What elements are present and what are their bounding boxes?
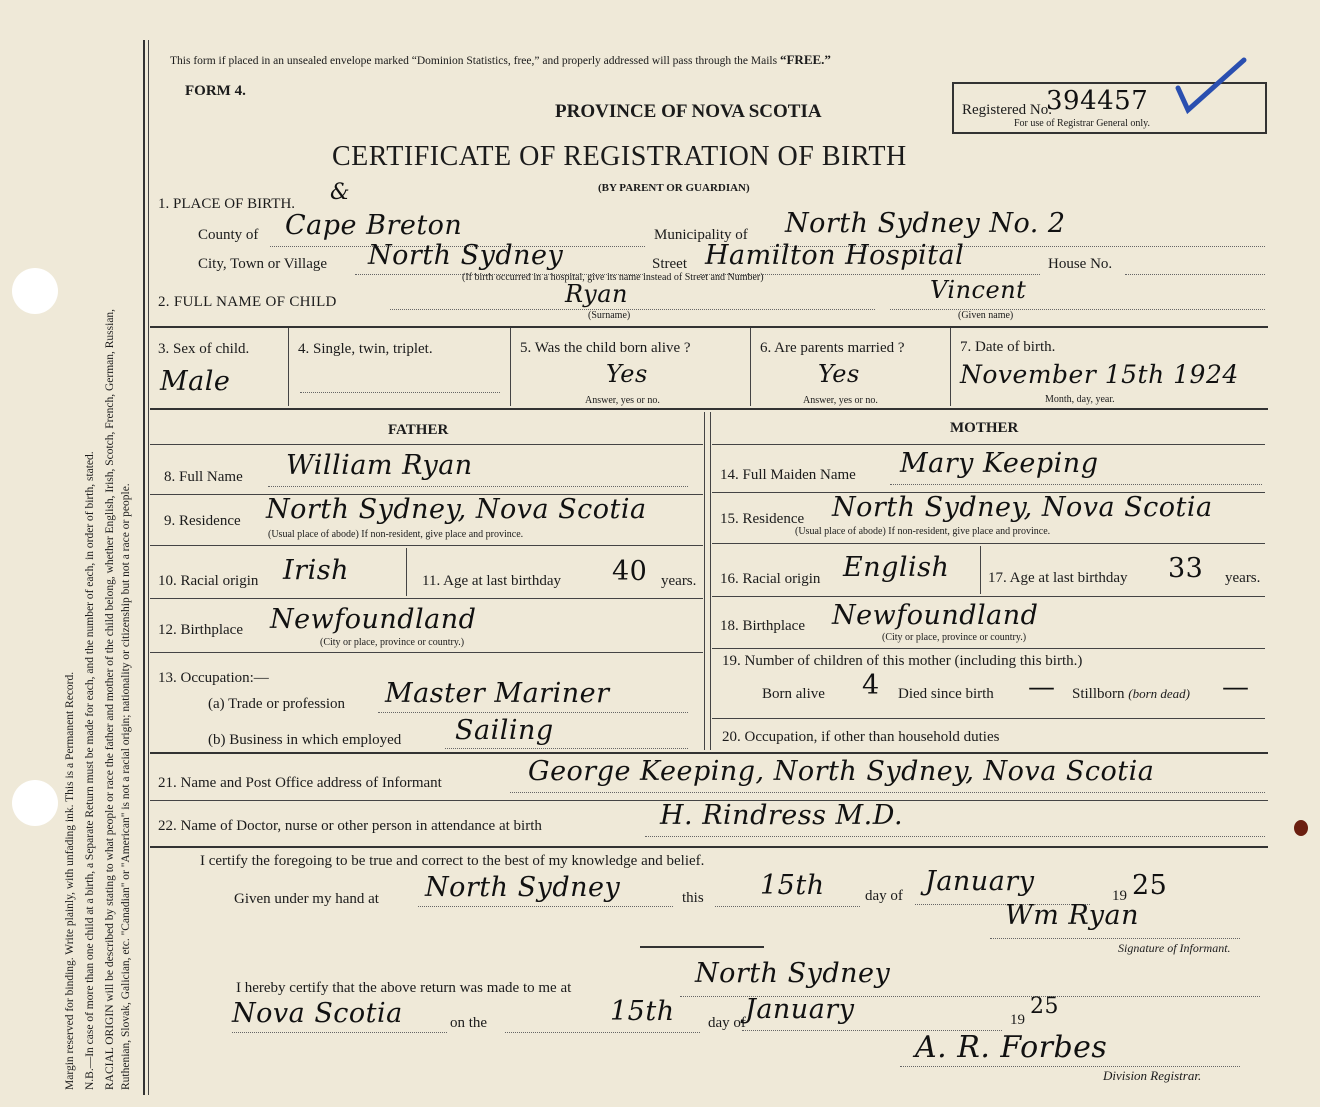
registrar-day-of: day of — [708, 1015, 746, 1031]
rule-3 — [150, 752, 1268, 754]
col-div-2 — [510, 328, 511, 406]
registrar-day: 15th — [610, 996, 675, 1027]
father-heading: FATHER — [388, 422, 449, 438]
father-business-label: (b) Business in which employed — [208, 732, 402, 748]
single-label: 4. Single, twin, triplet. — [298, 341, 433, 357]
registrar-year-prefix: 19 — [1010, 1012, 1025, 1028]
rule-5 — [150, 846, 1268, 848]
col-div-3 — [750, 328, 751, 406]
ink-stain — [1294, 820, 1308, 836]
col-div-4 — [950, 328, 951, 406]
house-label: House No. — [1048, 256, 1113, 272]
married-label: 6. Are parents married ? — [760, 340, 905, 356]
municipality-label: Municipality of — [654, 227, 748, 243]
mother-age-label: 17. Age at last birthday — [988, 570, 1128, 586]
city-label: City, Town or Village — [198, 256, 328, 272]
separator-rule — [640, 946, 764, 948]
dob-label: 7. Date of birth. — [960, 339, 1056, 355]
year-prefix: 19 — [1112, 888, 1127, 904]
given-place-line — [418, 906, 673, 907]
father-race-value: Irish — [283, 555, 349, 586]
stillborn-note: (born dead) — [1128, 686, 1191, 701]
certify-statement: I certify the foregoing to be true and correct to the best of my knowledge and belief. — [200, 853, 705, 869]
this-label: this — [682, 890, 704, 906]
certificate-title: CERTIFICATE OF REGISTRATION OF BIRTH — [332, 141, 907, 172]
registrar-province-line — [232, 1032, 447, 1033]
mother-race-label: 16. Racial origin — [720, 571, 821, 587]
informant-line — [510, 792, 1265, 793]
mother-birthplace-value: Newfoundland — [832, 600, 1039, 631]
single-line — [300, 392, 500, 393]
father-birthplace-value: Newfoundland — [270, 604, 477, 635]
mother-years: years. — [1225, 570, 1261, 586]
county-label: County of — [198, 227, 259, 243]
mother-name-line — [890, 484, 1262, 485]
municipality-value: North Sydney No. 2 — [785, 208, 1066, 239]
father-name-value: William Ryan — [286, 450, 473, 481]
died-label: Died since birth — [898, 686, 994, 702]
father-head-rule — [150, 444, 703, 445]
stillborn-label — [1072, 686, 1190, 703]
doctor-value: H. Rindress M.D. — [660, 800, 904, 831]
mother-occupation-label: 20. Occupation, if other than household duties — [722, 729, 1000, 745]
sex-label: 3. Sex of child. — [158, 341, 250, 357]
punch-hole-top — [12, 268, 58, 314]
sex-value: Male — [160, 366, 231, 397]
registered-number: 394457 — [1046, 86, 1149, 116]
alive-label: 5. Was the child born alive ? — [520, 340, 691, 356]
given-place: North Sydney — [425, 872, 621, 903]
registrar-year: 25 — [1030, 994, 1059, 1019]
mother-name-value: Mary Keeping — [900, 448, 1099, 479]
doctor-line — [645, 836, 1265, 837]
alive-value: Yes — [606, 360, 648, 388]
doctor-label: 22. Name of Doctor, nurse or other person in attendance at birth — [158, 818, 542, 834]
father-name-line — [268, 486, 688, 487]
father-years: years. — [661, 573, 697, 589]
place-mark: & — [330, 180, 351, 205]
father-residence-caption: (Usual place of abode) If non-resident, give place and province. — [268, 529, 524, 540]
mother-rule-3 — [712, 596, 1265, 597]
father-residence-value: North Sydney, Nova Scotia — [266, 494, 647, 525]
col-div-1 — [288, 328, 289, 406]
child-name-label: 2. FULL NAME OF CHILD — [158, 294, 337, 310]
margin-rule-inner — [148, 40, 149, 1095]
father-rule-2 — [150, 545, 703, 546]
registrar-caption: Division Registrar. — [1103, 1068, 1202, 1083]
father-rule-3 — [150, 598, 703, 599]
father-birthplace-caption: (City or place, province or country.) — [320, 637, 465, 648]
father-race-label: 10. Racial origin — [158, 573, 259, 589]
given-day-line — [715, 906, 860, 907]
mother-head-rule — [712, 444, 1265, 445]
street-value: Hamilton Hospital — [705, 240, 965, 271]
dob-caption: Month, day, year. — [1045, 394, 1115, 405]
registrar-month: January — [745, 994, 855, 1025]
father-birthplace-label: 12. Birthplace — [158, 622, 243, 638]
father-business-line — [445, 748, 688, 749]
given-label: Given under my hand at — [234, 891, 379, 907]
mother-age-value: 33 — [1168, 553, 1204, 584]
registrar-on-the: on the — [450, 1015, 488, 1031]
child-surname: Ryan — [565, 280, 628, 308]
stillborn-value: — — [1222, 672, 1250, 703]
punch-hole-bottom — [12, 780, 58, 826]
mother-residence-label: 15. Residence — [720, 511, 805, 527]
born-alive-label: Born alive — [762, 686, 825, 702]
father-residence-label: 9. Residence — [164, 513, 241, 529]
parents-divider-2 — [710, 412, 711, 750]
mother-residence-caption: (Usual place of abode) If non-resident, give place and province. — [795, 526, 1051, 537]
father-name-label: 8. Full Name — [164, 469, 243, 485]
registrar-day-line — [505, 1032, 700, 1033]
margin-note-2: N.B.—In case of more than one child at a birth, a Separate Return must be made for each, and the number of each, in order of birth, stated. — [84, 451, 96, 1090]
father-age-label: 11. Age at last birthday — [422, 573, 561, 589]
registrar-province: Nova Scotia — [232, 998, 403, 1029]
father-trade-label: (a) Trade or profession — [208, 696, 346, 712]
parents-divider — [704, 412, 705, 750]
given-month: January — [925, 866, 1035, 897]
mother-heading: MOTHER — [950, 420, 1019, 436]
father-race-divider — [406, 548, 407, 596]
margin-note-1: Margin reserved for binding. Write plainly, with unfading ink. This is a Permanent Record. — [64, 671, 76, 1090]
child-given-name: Vincent — [930, 276, 1027, 304]
registrar-statement: I hereby certify that the above return was made to me at — [236, 980, 572, 996]
street-label: Street — [652, 256, 687, 272]
margin-note-4: Ruthenian, Slovak, Galician, etc. "Canadian" or "American" is not a racial origin; nationality or citizenship but not a race or people. — [120, 483, 132, 1090]
place-of-birth-label: 1. PLACE OF BIRTH. — [158, 196, 296, 212]
day-of-label: day of — [865, 888, 903, 904]
registrar-signature: A. R. Forbes — [915, 1030, 1108, 1065]
given-caption: (Given name) — [958, 310, 1014, 321]
married-value: Yes — [818, 360, 860, 388]
certificate-subtitle: (BY PARENT OR GUARDIAN) — [598, 182, 750, 194]
signature-caption: Signature of Informant. — [1118, 941, 1231, 955]
born-alive-value: 4 — [862, 670, 880, 701]
check-mark-icon — [1172, 52, 1252, 118]
mail-notice: This form if placed in an unsealed envelope marked “Dominion Statistics, free,” and properly addressed will pass through the Mails “FREE.” — [170, 52, 831, 67]
province-heading: PROVINCE OF NOVA SCOTIA — [555, 101, 822, 122]
father-rule-4 — [150, 652, 703, 653]
mother-rule-5 — [712, 718, 1265, 719]
registered-label: Registered No. — [962, 102, 1052, 118]
city-value: North Sydney — [368, 240, 564, 271]
given-line — [890, 309, 1265, 310]
surname-line — [390, 309, 875, 310]
margin-rule — [143, 40, 145, 1095]
mother-rule-2 — [712, 543, 1265, 544]
father-age-value: 40 — [612, 556, 648, 587]
dob-value: November 15th 1924 — [960, 360, 1239, 389]
father-trade-value: Master Mariner — [385, 678, 610, 709]
rule-1 — [150, 326, 1268, 328]
mother-residence-value: North Sydney, Nova Scotia — [832, 492, 1213, 523]
signature-line — [990, 938, 1240, 939]
margin-note-3: RACIAL ORIGIN will be described by stating to what people or race the father and mother of the child belong, whether English, Irish, Scotch, French, German, Russian, — [104, 308, 116, 1090]
registrar-note: For use of Registrar General only. — [1014, 118, 1150, 129]
informant-signature: Wm Ryan — [1005, 900, 1140, 931]
informant-label: 21. Name and Post Office address of Informant — [158, 775, 442, 791]
rule-2 — [150, 408, 1268, 410]
father-business-value: Sailing — [455, 715, 554, 746]
hospital-note: (If birth occurred in a hospital, give its name instead of Street and Number) — [462, 272, 764, 283]
married-caption: Answer, yes or no. — [803, 395, 878, 406]
mother-children-label: 19. Number of children of this mother (including this birth.) — [722, 653, 1083, 669]
father-trade-line — [378, 712, 688, 713]
mother-birthplace-label: 18. Birthplace — [720, 618, 805, 634]
registrar-place: North Sydney — [695, 958, 891, 989]
mother-race-value: English — [843, 552, 950, 583]
surname-caption: (Surname) — [588, 310, 631, 321]
died-value: — — [1028, 672, 1056, 703]
given-day: 15th — [760, 870, 825, 901]
house-line — [1125, 274, 1265, 275]
county-value: Cape Breton — [285, 210, 463, 241]
mother-name-label: 14. Full Maiden Name — [720, 467, 856, 483]
informant-value: George Keeping, North Sydney, Nova Scotia — [528, 756, 1155, 787]
stillborn-text: Stillborn — [1072, 686, 1125, 702]
registrar-signature-line — [900, 1066, 1240, 1067]
form-number: FORM 4. — [185, 83, 246, 99]
mother-birthplace-caption: (City or place, province or country.) — [882, 632, 1027, 643]
given-year: 25 — [1132, 870, 1168, 901]
mother-rule-4 — [712, 648, 1265, 649]
alive-caption: Answer, yes or no. — [585, 395, 660, 406]
mother-race-divider — [980, 546, 981, 594]
father-occupation-label: 13. Occupation:— — [158, 670, 269, 686]
